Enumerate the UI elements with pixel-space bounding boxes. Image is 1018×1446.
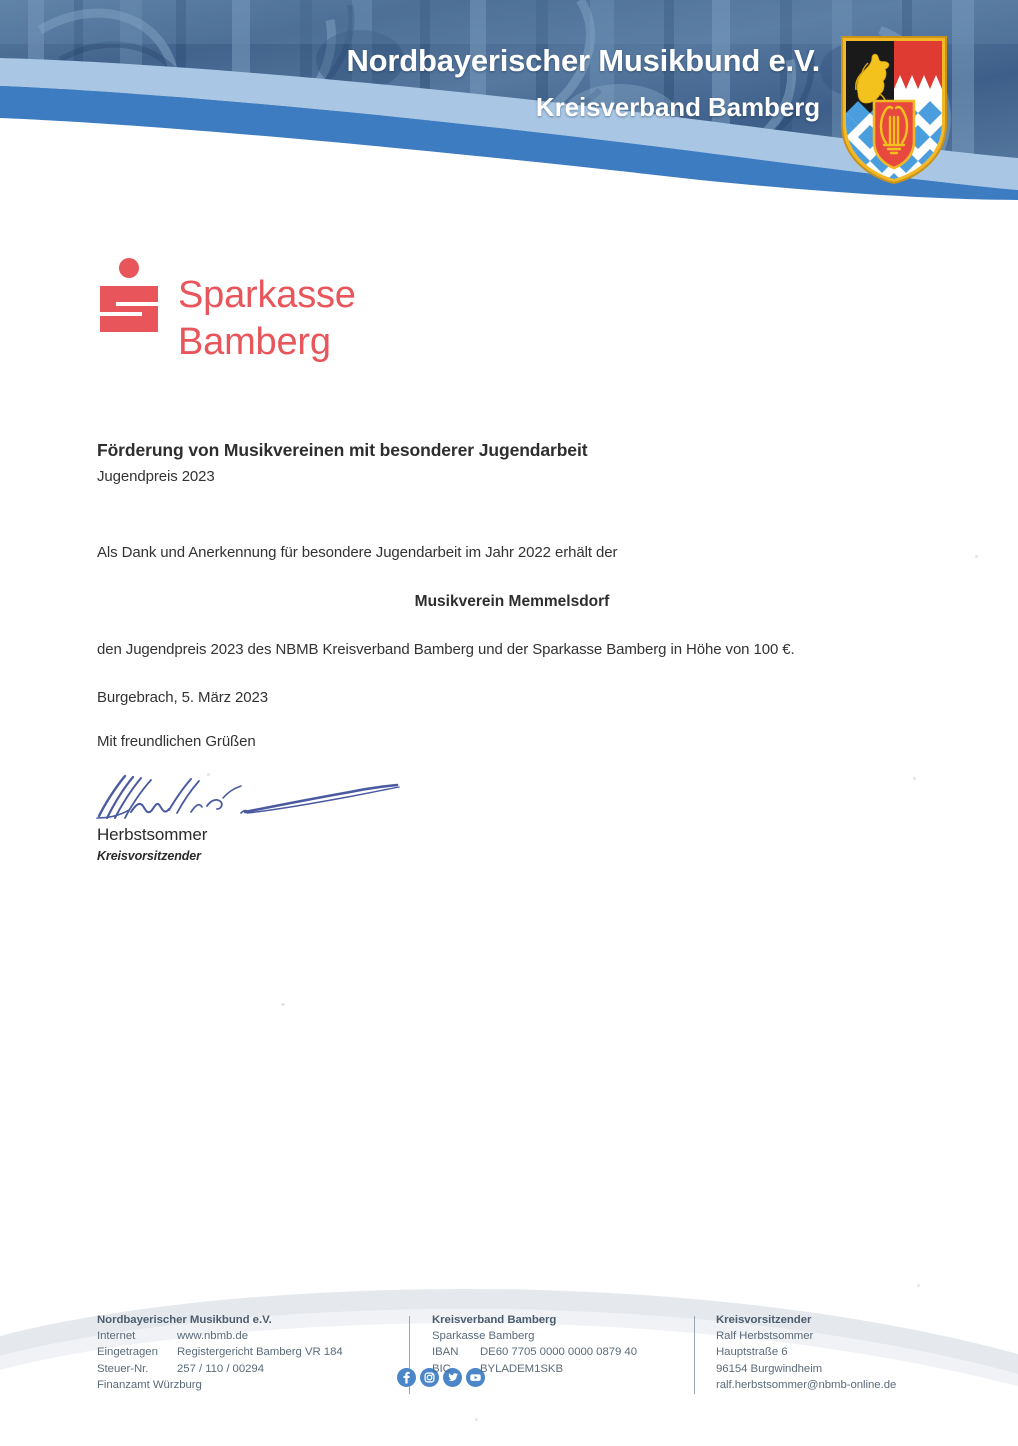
footer-column-bank (432, 1312, 712, 1377)
footer-col2-title: Kreisverband Bamberg (432, 1314, 557, 1326)
place-and-date: Burgebrach, 5. März 2023 (97, 689, 269, 706)
certificate-headline: Förderung von Musikvereinen mit besonderer Jugendarbeit (97, 440, 588, 460)
awardee-name: Musikverein Memmelsdorf (414, 593, 610, 610)
footer-column-organization (97, 1312, 397, 1393)
sparkasse-line2: Bamberg (178, 321, 331, 363)
footer-taxnr-value: 257 / 110 / 00294 (177, 1362, 264, 1375)
scan-speck (281, 1003, 285, 1006)
footer-bank-name: Sparkasse Bamberg (432, 1330, 535, 1343)
organization-title: Nordbayerischer Musikbund e.V. (346, 43, 820, 78)
footer-bic-label: BIC (432, 1362, 451, 1375)
sparkasse-s-mark-icon (96, 258, 162, 336)
handwritten-signature-icon (95, 768, 405, 823)
footer-tax-office: Finanzamt Würzburg (97, 1378, 202, 1391)
scan-speck (913, 777, 916, 780)
sparkasse-wordmark (178, 272, 356, 366)
footer-register-value: Registergericht Bamberg VR 184 (177, 1346, 343, 1359)
certificate-body (97, 440, 927, 750)
award-amount-sentence: den Jugendpreis 2023 des NBMB Kreisverband Bamberg und der Sparkasse Bamberg in Höhe von 100 €. (97, 641, 795, 658)
footer-chairman-email[interactable]: ralf.herbstsommer@nbmb-online.de (716, 1378, 897, 1391)
scan-speck (475, 1418, 478, 1421)
footer-iban-value: DE60 7705 0000 0000 0879 40 (480, 1346, 637, 1359)
sparkasse-line1: Sparkasse (178, 274, 356, 316)
scan-speck (917, 1284, 920, 1287)
closing-regards: Mit freundlichen Grüßen (97, 733, 256, 750)
coat-of-arms-icon (838, 33, 950, 185)
scan-speck (975, 555, 978, 558)
footer-bic-value: BYLADEM1SKB (480, 1362, 564, 1375)
facebook-icon[interactable] (397, 1368, 416, 1387)
certificate-subline: Jugendpreis 2023 (97, 468, 215, 485)
signer-name: Herbstsommer (97, 825, 208, 844)
intro-paragraph: Als Dank und Anerkennung für besondere Jugendarbeit im Jahr 2022 erhält der (97, 544, 618, 561)
footer-chairman-street: Hauptstraße 6 (716, 1346, 788, 1359)
footer-chairman-name: Ralf Herbstsommer (716, 1330, 814, 1343)
sparkasse-logo (96, 252, 426, 377)
footer-internet-label: Internet (97, 1330, 136, 1343)
footer-column-chairman (716, 1312, 1006, 1393)
chapter-subtitle: Kreisverband Bamberg (535, 92, 820, 122)
footer-iban-label: IBAN (432, 1346, 459, 1359)
scan-speck (207, 773, 210, 776)
signer-role: Kreisvorsitzender (97, 849, 201, 863)
footer-register-label: Eingetragen (97, 1346, 158, 1359)
footer-col1-title: Nordbayerischer Musikbund e.V. (97, 1314, 272, 1326)
footer-internet-value[interactable]: www.nbmb.de (177, 1330, 248, 1343)
footer-taxnr-label: Steuer-Nr. (97, 1362, 149, 1375)
footer-chairman-city: 96154 Burgwindheim (716, 1362, 823, 1375)
signature-block (95, 768, 515, 878)
footer (0, 1312, 1018, 1412)
footer-col3-title: Kreisvorsitzender (716, 1314, 812, 1326)
